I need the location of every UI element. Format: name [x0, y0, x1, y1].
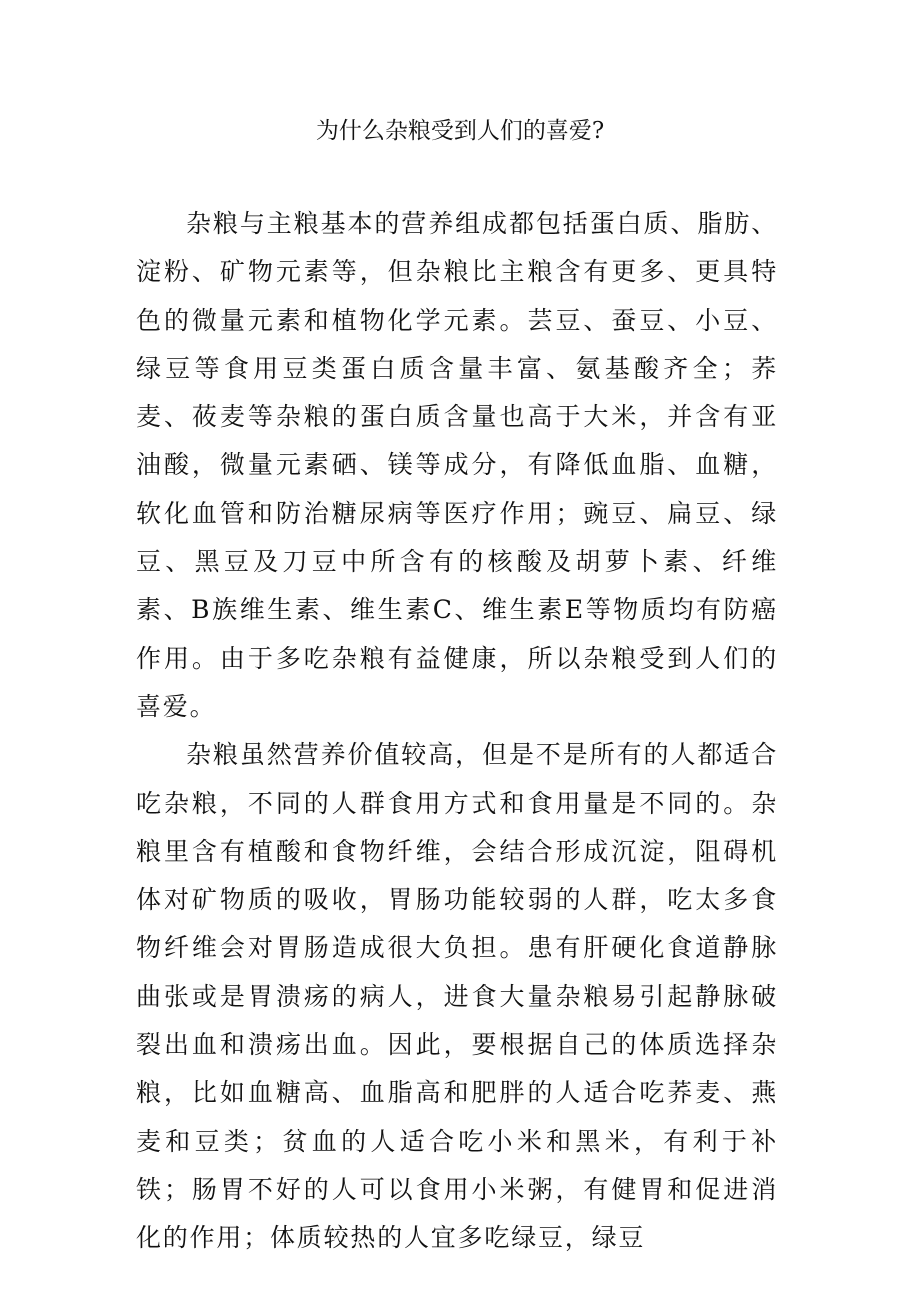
- paragraph-nutrition: 杂粮与主粮基本的营养组成都包括蛋白质、脂肪、淀粉、矿物元素等，但杂粮比主粮含有更多、更具特色的微量元素和植物化学元素。芸豆、蚕豆、小豆、绿豆等食用豆类蛋白质含量丰富、氨基酸齐全；荞麦、莜麦等杂粮的蛋白质含量也高于大米，并含有亚油酸，微量元素硒、镁等成分，有降低血脂、血糖，软化血管和防治糖尿病等医疗作用；豌豆、扁豆、绿豆、黑豆及刀豆中所含有的核酸及胡萝卜素、纤维素、B族维生素、维生素C、维生素E等物质均有防癌作用。由于多吃杂粮有益健康，所以杂粮受到人们的喜爱。: [136, 209, 778, 721]
- document-title: 为什么杂粮受到人们的喜爱?: [315, 118, 605, 144]
- paragraph-suitability: 杂粮虽然营养价值较高，但是不是所有的人都适合吃杂粮，不同的人群食用方式和食用量是不同的。杂粮里含有植酸和食物纤维，会结合形成沉淀，阻碍机体对矿物质的吸收，胃肠功能较弱的人群，吃太多食物纤维会对胃肠造成很大负担。患有肝硬化食道静脉曲张或是胃溃疡的病人，进食大量杂粮易引起静脉破裂出血和溃疡出血。因此，要根据自己的体质选择杂粮，比如血糖高、血脂高和肥胖的人适合吃荞麦、燕麦和豆类；贫血的人适合吃小米和黑米，有利于补铁；肠胃不好的人可以食用小米粥，有健胃和促进消化的作用；体质较热的人宜多吃绿豆，绿豆: [136, 740, 778, 1253]
- document-body: [136, 200, 778, 1263]
